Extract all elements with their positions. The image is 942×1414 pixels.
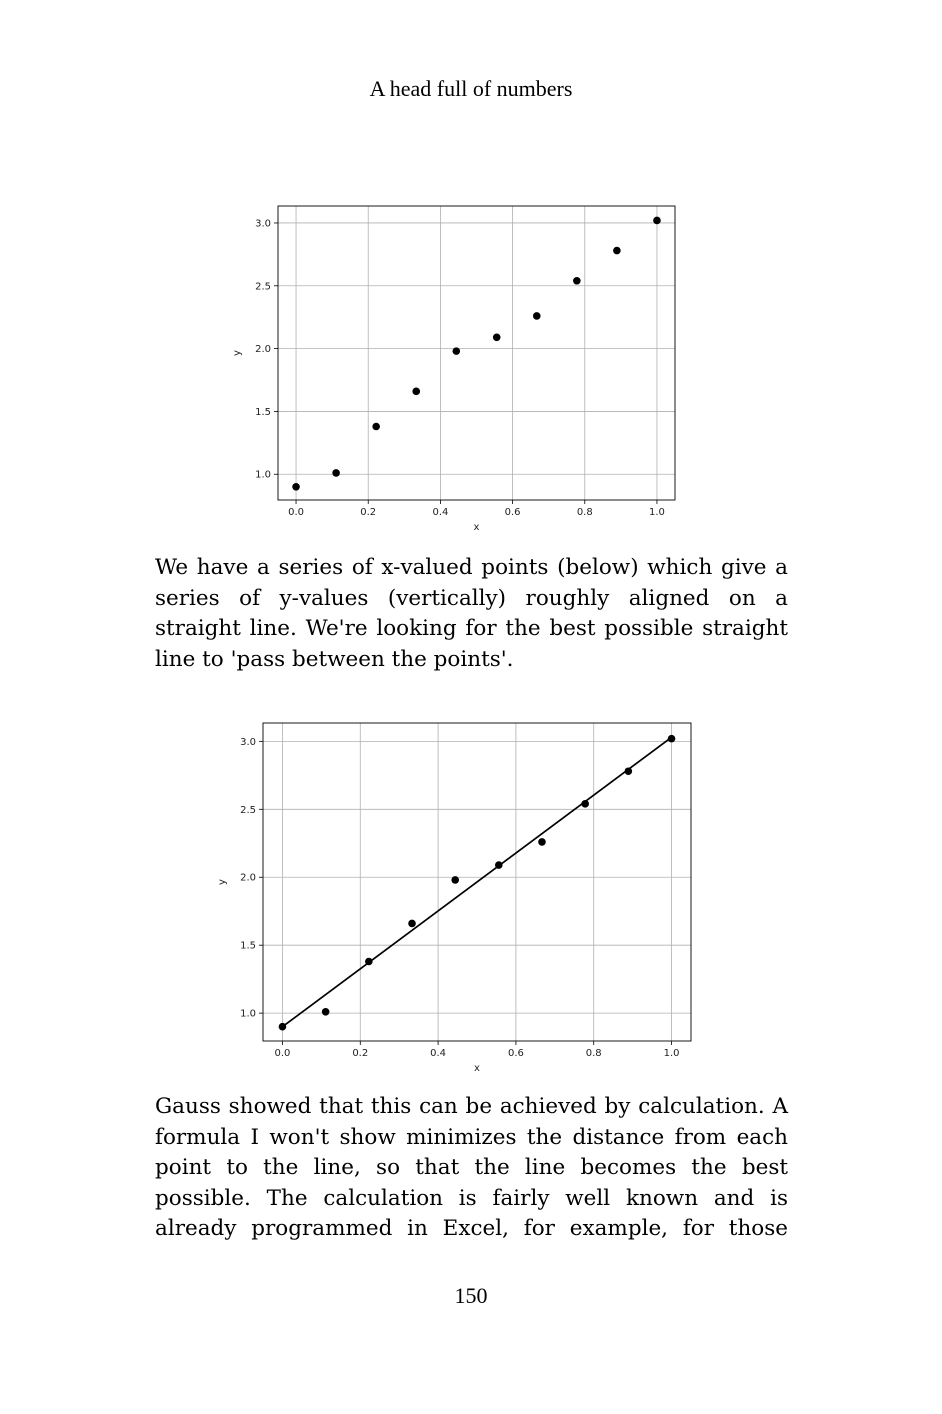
chart-2-data-point [451, 876, 459, 884]
paragraph-2-line: formula I won't show minimizes the distance from each [155, 1124, 788, 1150]
chart-1-data-point [452, 347, 460, 355]
paragraph-2-line: possible. The calculation is fairly well known and is [155, 1185, 788, 1211]
chart-2-x-tick-label: 1.0 [663, 1048, 680, 1059]
chart-1-x-tick-label: 0.4 [432, 507, 449, 518]
chart-1-y-tick-label: 1.5 [255, 406, 271, 418]
paragraph-2-line: Gauss showed that this can be achieved by calculation. A [155, 1094, 788, 1119]
chart-2-data-point [408, 920, 416, 928]
chart-2-x-axis-label: x [474, 1063, 480, 1074]
chart-1-x-axis-label: x [473, 522, 480, 533]
paragraph-2-line: already programmed in Excel, for example, for those [155, 1216, 788, 1241]
chart-2-y-tick-label: 2.5 [240, 804, 256, 816]
scatter-chart-points-svg [225, 196, 695, 541]
chart-1-data-point [412, 388, 420, 396]
chart-1-data-point [292, 483, 300, 491]
chart-1-data-point [332, 469, 340, 477]
scatter-chart-fit-line [205, 712, 705, 1082]
chart-2-y-tick-label: 1.0 [240, 1008, 256, 1020]
chart-2-data-point [495, 861, 503, 869]
chart-2-data-point [538, 838, 546, 846]
chart-1-data-point [653, 217, 661, 225]
paragraph-2 [155, 1092, 788, 1245]
chart-2-data-point [625, 767, 633, 775]
chart-1-x-tick-label: 0.0 [288, 507, 304, 518]
chart-2-x-tick-label: 0.0 [274, 1048, 291, 1059]
chart-2-data-point [365, 958, 373, 966]
chart-1-data-point [573, 277, 581, 285]
chart-2-data-point [322, 1008, 330, 1016]
chart-2-y-axis-label: y [217, 879, 228, 885]
running-head: A head full of numbers [369, 76, 573, 101]
paragraph-1-line: series of y-values (vertically) roughly aligned on a [155, 585, 788, 611]
scatter-chart-fit-line-svg [205, 712, 705, 1082]
chart-1-y-tick-label: 2.0 [255, 344, 271, 356]
chart-1-data-point [372, 423, 380, 431]
chart-2-y-tick-label: 1.5 [240, 940, 256, 952]
paragraph-1-line: line to 'pass between the points'. [155, 646, 514, 672]
chart-2-data-point [279, 1023, 287, 1031]
chart-1-y-tick-label: 1.0 [255, 469, 271, 481]
paragraph-1-line: We have a series of x-valued points (below) which give a [155, 555, 788, 580]
paragraph-1 [155, 553, 788, 675]
chart-2-fit-line [282, 737, 671, 1026]
chart-2-data-point [581, 800, 589, 808]
chart-1-x-tick-label: 1.0 [649, 507, 665, 518]
chart-2-x-tick-label: 0.6 [507, 1048, 524, 1059]
chart-2-x-tick-label: 0.8 [585, 1048, 602, 1059]
scatter-chart-points [225, 196, 695, 541]
chart-1-data-point [533, 312, 541, 320]
paragraph-1-line: straight line. We're looking for the best possible straight [155, 616, 788, 641]
chart-1-y-axis-label: y [232, 350, 243, 356]
chart-2-x-tick-label: 0.2 [352, 1048, 369, 1059]
chart-1-data-point [613, 247, 621, 255]
chart-1-data-point [493, 333, 501, 341]
chart-2-y-tick-label: 2.0 [240, 872, 256, 884]
chart-2-x-tick-label: 0.4 [430, 1048, 447, 1059]
chart-2-y-tick-label: 3.0 [240, 736, 256, 748]
chart-1-y-tick-label: 3.0 [255, 218, 271, 230]
chart-1-y-tick-label: 2.5 [255, 281, 271, 293]
page-number: 150 [454, 1283, 488, 1308]
chart-1-x-tick-label: 0.2 [360, 507, 377, 518]
paragraph-2-line: point to the line, so that the line becomes the best [155, 1155, 788, 1180]
chart-1-x-tick-label: 0.8 [576, 507, 593, 518]
chart-1-x-tick-label: 0.6 [504, 507, 521, 518]
chart-2-data-point [668, 735, 676, 743]
